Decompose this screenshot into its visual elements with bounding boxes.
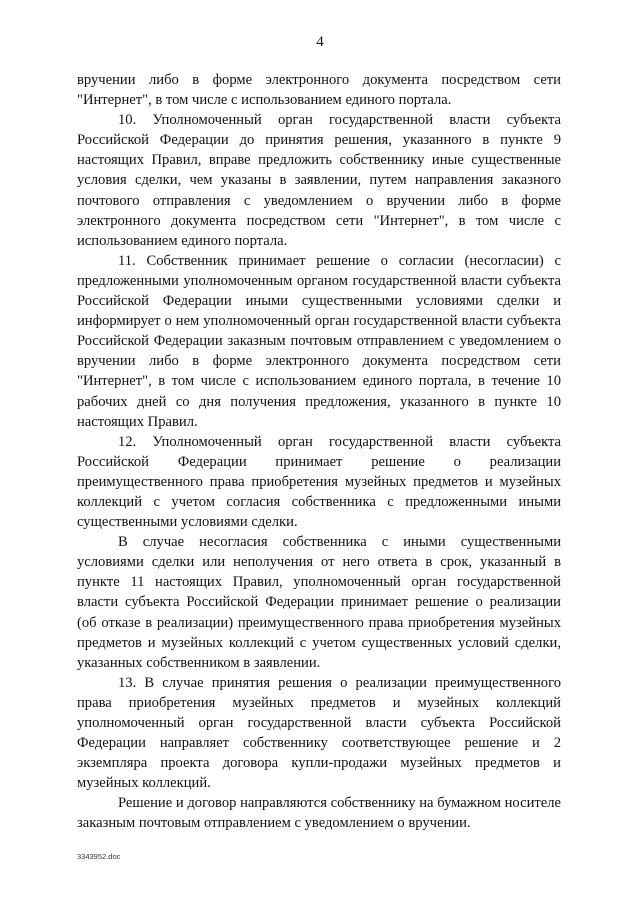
document-body bbox=[77, 70, 561, 834]
paragraph-item-11: 11. Собственник принимает решение о согласии (несогласии) с предложенными уполномоченным органом государственной власти субъекта Российской Федерации иными существенными условиями сделки и информирует о нем уполномоченный орган государственной власти субъекта Российской Федерации заказным почтовым отправлением с уведомлением о вручении либо в форме электронного документа посредством сети "Интернет", в том числе с использованием единого портала, в течение 10 рабочих дней со дня получения предложения, указанного в пункте 10 настоящих Правил. bbox=[77, 252, 561, 430]
paragraph-item-13: 13. В случае принятия решения о реализации преимущественного права приобретения музейных предметов и музейных коллекций уполномоченный орган государственной власти субъекта Российской Федерации направляет собственнику соответствующее решение и 2 экземпляра проекта договора купли-продажи музейных предметов и музейных коллекций. bbox=[77, 674, 561, 792]
paragraph-item-12-disagreement: В случае несогласия собственника с иными существенными условиями сделки или неполучения от него ответа в срок, указанный в пункте 11 настоящих Правил, уполномоченный орган государственной власти субъекта Российской Федерации принимает решение о реализации (об отказе в реализации) преимущественного права приобретения музейных предметов и музейных коллекций с учетом существенных условий сделки, указанных собственником в заявлении. bbox=[77, 534, 561, 671]
paragraph-item-12: 12. Уполномоченный орган государственной власти субъекта Российской Федерации принимает решение о реализации преимущественного права приобретения музейных предметов и музейных коллекций с учетом согласия собственника с предложенными иными существенными условиями сделки. bbox=[77, 433, 561, 531]
paragraph-item-13-delivery: Решение и договор направляются собственнику на бумажном носителе заказным почтовым отправлением с уведомлением о вручении. bbox=[77, 795, 561, 832]
page-number: 4 bbox=[316, 34, 324, 50]
paragraph-item-10: 10. Уполномоченный орган государственной власти субъекта Российской Федерации до принятия решения, указанного в пункте 9 настоящих Правил, вправе предложить собственнику иные существенные условия сделки, чем указаны в заявлении, путем направления заказного почтового отправления с уведомлением о вручении либо в форме электронного документа посредством сети "Интернет", в том числе с использованием единого портала. bbox=[77, 112, 561, 249]
document-file-id: 3343952.doc bbox=[77, 852, 121, 861]
paragraph-continuation: вручении либо в форме электронного документа посредством сети "Интернет", в том числе с использованием единого портала. bbox=[77, 72, 561, 109]
